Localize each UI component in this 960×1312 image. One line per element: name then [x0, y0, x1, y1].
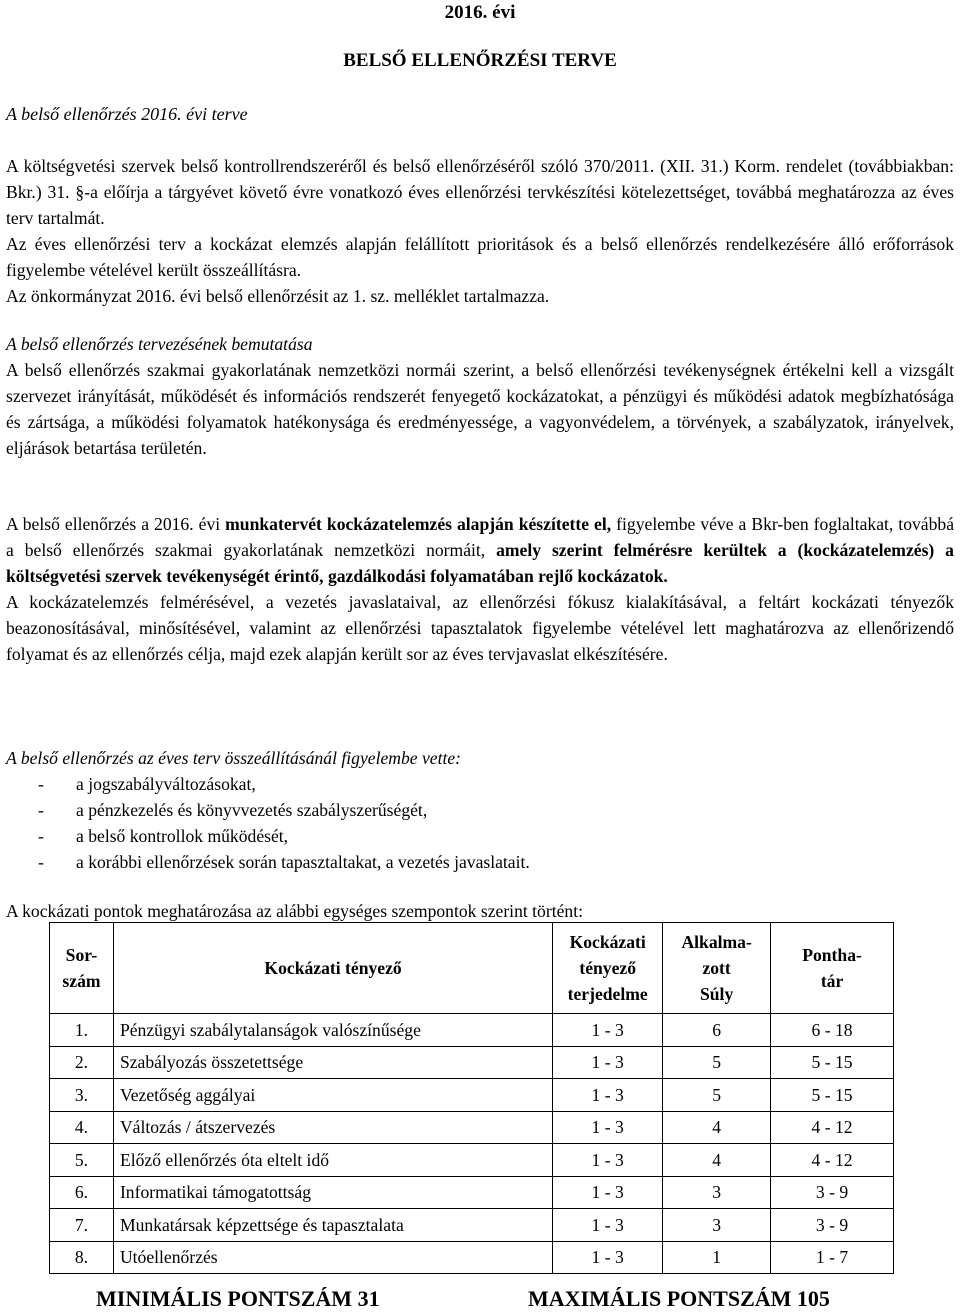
workplan-text-b: munkatervét kockázatelemzés alapján készítette el,	[225, 514, 612, 534]
planning-section	[6, 331, 954, 461]
intro-paragraph-1: A költségvetési szervek belső kontrollrendszeréről és belső ellenőrzéséről szóló 370/2011. (XII. 31.) Korm. rendelet (továbbiakban: Bkr.) 31. §-a előírja a tárgyévet követő évre vonatkozó éves ellenőrzési tervkészítési kötelezettséget, továbbá meghatározza az éves terv tartalmát.	[6, 156, 954, 228]
header-extent: Kockázati tényező terjedelme	[553, 923, 663, 1014]
planning-heading: A belső ellenőrzés tervezésének bemutatása	[6, 334, 313, 354]
header-range: Pontha- tár	[771, 923, 894, 1014]
header-number: Sor- szám	[50, 923, 114, 1014]
table-header-row	[50, 923, 894, 1014]
table-row: 2. Szabályozás összetettsége 1 - 3 5 5 - 15	[50, 1046, 894, 1079]
table-row: 4. Változás / átszervezés 1 - 3 4 4 - 12	[50, 1111, 894, 1144]
list-item: - a belső kontrollok működését,	[38, 826, 289, 846]
workplan-text-a: A belső ellenőrzés a 2016. évi	[6, 514, 226, 534]
planning-paragraph-1: A belső ellenőrzés szakmai gyakorlatának nemzetközi normái szerint, a belső ellenőrzési tevékenységnek értékelni kell a vizsgált szervezet irányítását, működését és információs rendszerét fenyegető kockázatokat, a pénzügyi és működési adatok megbízhatósága és zártsága, a működési folyamatok hatékonysága és eredményessége, a vagyonvédelem, a törvények, a szabályzatok, irányelvek, eljárások betartása területén.	[6, 360, 954, 458]
min-score: MINIMÁLIS PONTSZÁM 31	[96, 1286, 380, 1311]
table-row: 5. Előző ellenőrzés óta eltelt idő 1 - 3 4 4 - 12	[50, 1144, 894, 1177]
intro-section	[6, 153, 954, 309]
max-score: MAXIMÁLIS PONTSZÁM 105	[528, 1286, 830, 1311]
workplan-paragraph	[6, 511, 954, 589]
risk-table	[49, 922, 894, 1274]
header-weight: Alkalma- zott Súly	[663, 923, 771, 1014]
document-year: 2016. évi	[444, 2, 516, 23]
list-item: - a korábbi ellenőrzések során tapasztaltakat, a vezetés javaslatait.	[38, 852, 530, 872]
workplan-section	[6, 511, 954, 667]
risk-intro: A kockázati pontok meghatározása az alábbi egységes szempontok szerint történt:	[6, 901, 583, 921]
document-subtitle: A belső ellenőrzés 2016. évi terve	[6, 104, 248, 124]
workplan-text-c: figyelembe véve a Bkr-ben foglaltakat, továbbá a belső ellenőrzés szakmai gyakorlatának nemzetközi normáit,	[6, 514, 955, 560]
list-item: - a jogszabályváltozásokat,	[38, 774, 256, 794]
header-factor: Kockázati tényező	[113, 923, 552, 1014]
table-row: 1. Pénzügyi szabálytalanságok valószínűsége 1 - 3 6 6 - 18	[50, 1014, 894, 1047]
table-row: 3. Vezetőség aggályai 1 - 3 5 5 - 15	[50, 1079, 894, 1112]
workplan-paragraph-2: A kockázatelemzés felmérésével, a vezetés javaslataival, az ellenőrzési fókusz kialakításával, a feltárt kockázati tényezők beazonosításával, minősítésével, valamint az ellenőrzési tapasztalatok figyelembe vételével lett maghatározva az ellenőrizendő folyamat és az ellenőrzés célja, majd ezek alapján került sor az éves tervjavaslat elkészítésére.	[6, 592, 954, 664]
list-item: - a pénzkezelés és könyvvezetés szabályszerűségét,	[38, 800, 428, 820]
considered-heading: A belső ellenőrzés az éves terv összeállításánál figyelembe vette:	[6, 748, 462, 768]
intro-paragraph-2: Az éves ellenőrzési terv a kockázat elemzés alapján felállított prioritások és a belső ellenőrzés rendelkezésére álló erőforrások figyelembe vételével került összeállításra.	[6, 234, 954, 280]
table-row: 7. Munkatársak képzettsége és tapasztalata 1 - 3 3 3 - 9	[50, 1209, 894, 1242]
considered-list	[6, 771, 954, 875]
intro-paragraph-3: Az önkormányzat 2016. évi belső ellenőrzésit az 1. sz. melléklet tartalmazza.	[6, 286, 550, 306]
document-title: BELSŐ ELLENŐRZÉSI TERVE	[343, 50, 617, 71]
considered-section	[6, 745, 954, 875]
table-row: 6. Informatikai támogatottság 1 - 3 3 3 - 9	[50, 1176, 894, 1209]
workplan-text-d: amely szerint felmérésre kerültek a (kockázatelemzés) a költségvetési szervek tevékenységét érintő, gazdálkodási folyamatában rejlő kockázatok.	[6, 540, 954, 586]
table-row: 8. Utóellenőrzés 1 - 3 1 1 - 7	[50, 1241, 894, 1274]
